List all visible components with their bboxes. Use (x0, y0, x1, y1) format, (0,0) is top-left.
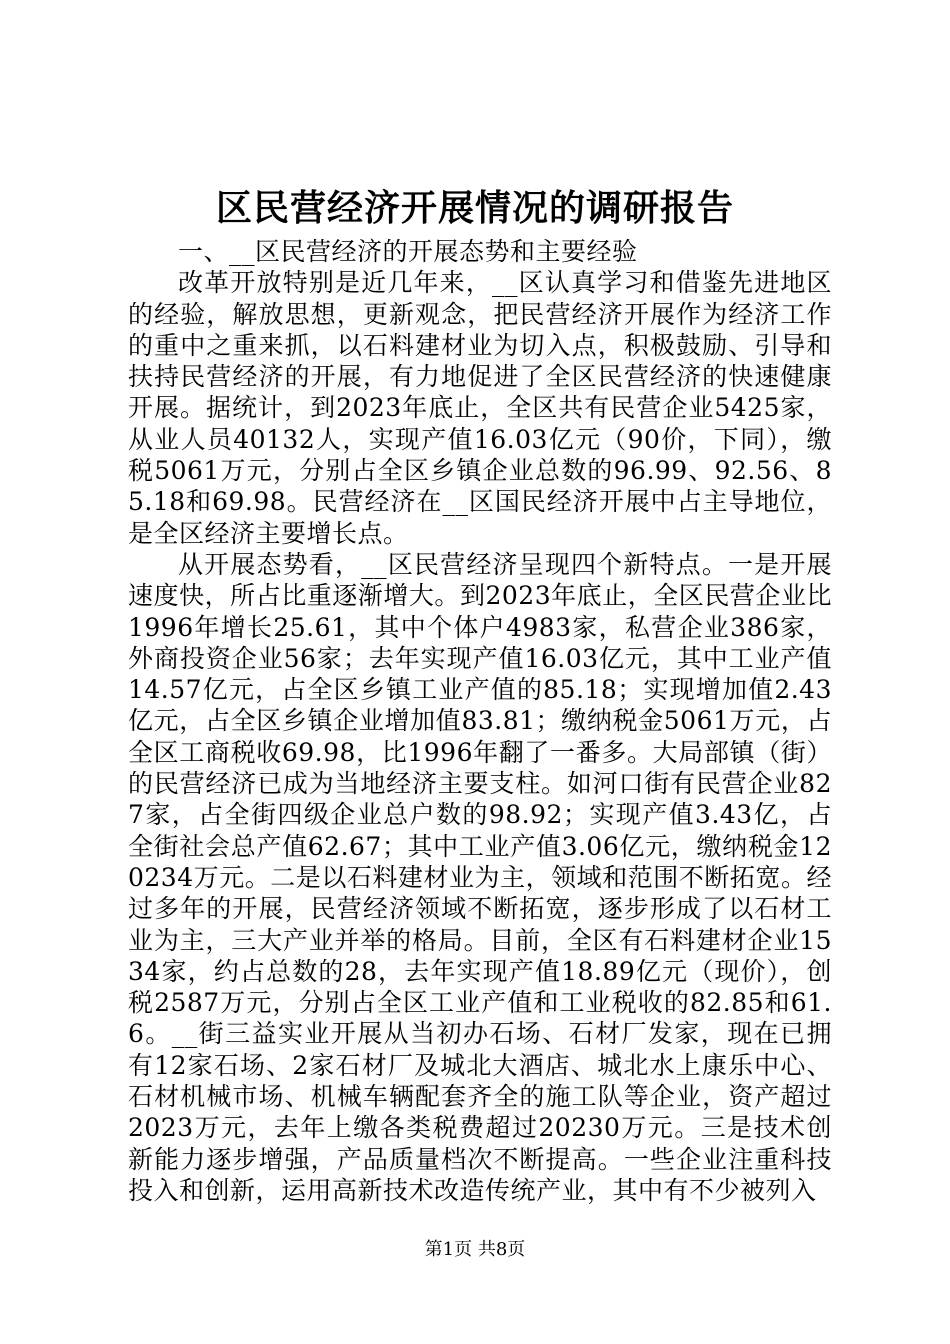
paragraph: 改革开放特别是近几年来，__区认真学习和借鉴先进地区的经验，解放思想，更新观念，把民营经济开展作为经济工作的重中之重来抓，以石料建材业为切入点，积极鼓励、引导和扶持民营经济的开展，有力地促进了全区民营经济的快速健康开展。据统计，到2023年底止，全区共有民营企业5425家，从业人员40132人，实现产值16.03亿元（90价，下同），缴税5061万元，分别占全区乡镇企业总数的96.99、92.56、85.18和69.98。民营经济在__区国民经济开展中占主导地位，是全区经济主要增长点。 (128, 268, 832, 548)
paragraph: 从开展态势看，__区民营经济呈现四个新特点。一是开展速度快，所占比重逐渐增大。到2023年底止，全区民营企业比1996年增长25.61，其中个体户4983家，私营企业386家，外商投资企业56家；去年实现产值16.03亿元，其中工业产值14.57亿元，占全区乡镇工业产值的85.18；实现增加值2.43亿元，占全区乡镇企业增加值83.81；缴纳税金5061万元，占全区工商税收69.98，比1996年翻了一番多。大局部镇（街）的民营经济已成为当地经济主要支柱。如河口街有民营企业827家，占全街四级企业总户数的98.92；实现产值3.43亿，占全街社会总产值62.67；其中工业产值3.06亿元，缴纳税金120234万元。二是以石料建材业为主，领域和范围不断拓宽。经过多年的开展，民营经济领域不断拓宽，逐步形成了以石材工业为主，三大产业并举的格局。目前，全区有石料建材企业1534家，约占总数的28，去年实现产值18.89亿元（现价），创税2587万元，分别占全区工业产值和工业税收的82.85和61.6。__街三益实业开展从当初办石场、石材厂发家，现在已拥有12家石场、2家石材厂及城北大酒店、城北水上康乐中心、石材机械市场、机械车辆配套齐全的施工队等企业，资产超过2023万元，去年上缴各类税费超过20230万元。三是技术创新能力逐步增强，产品质量档次不断提高。一些企业注重科技投入和创新，运用高新技术改造传统产业，其中有不少被列入 (128, 549, 832, 1205)
page-title: 区民营经济开展情况的调研报告 (215, 187, 734, 229)
document-body (128, 236, 832, 1206)
section-heading: 一、__区民营经济的开展态势和主要经验 (178, 237, 638, 266)
page-footer: 第1页 共8页 (424, 1239, 526, 1260)
